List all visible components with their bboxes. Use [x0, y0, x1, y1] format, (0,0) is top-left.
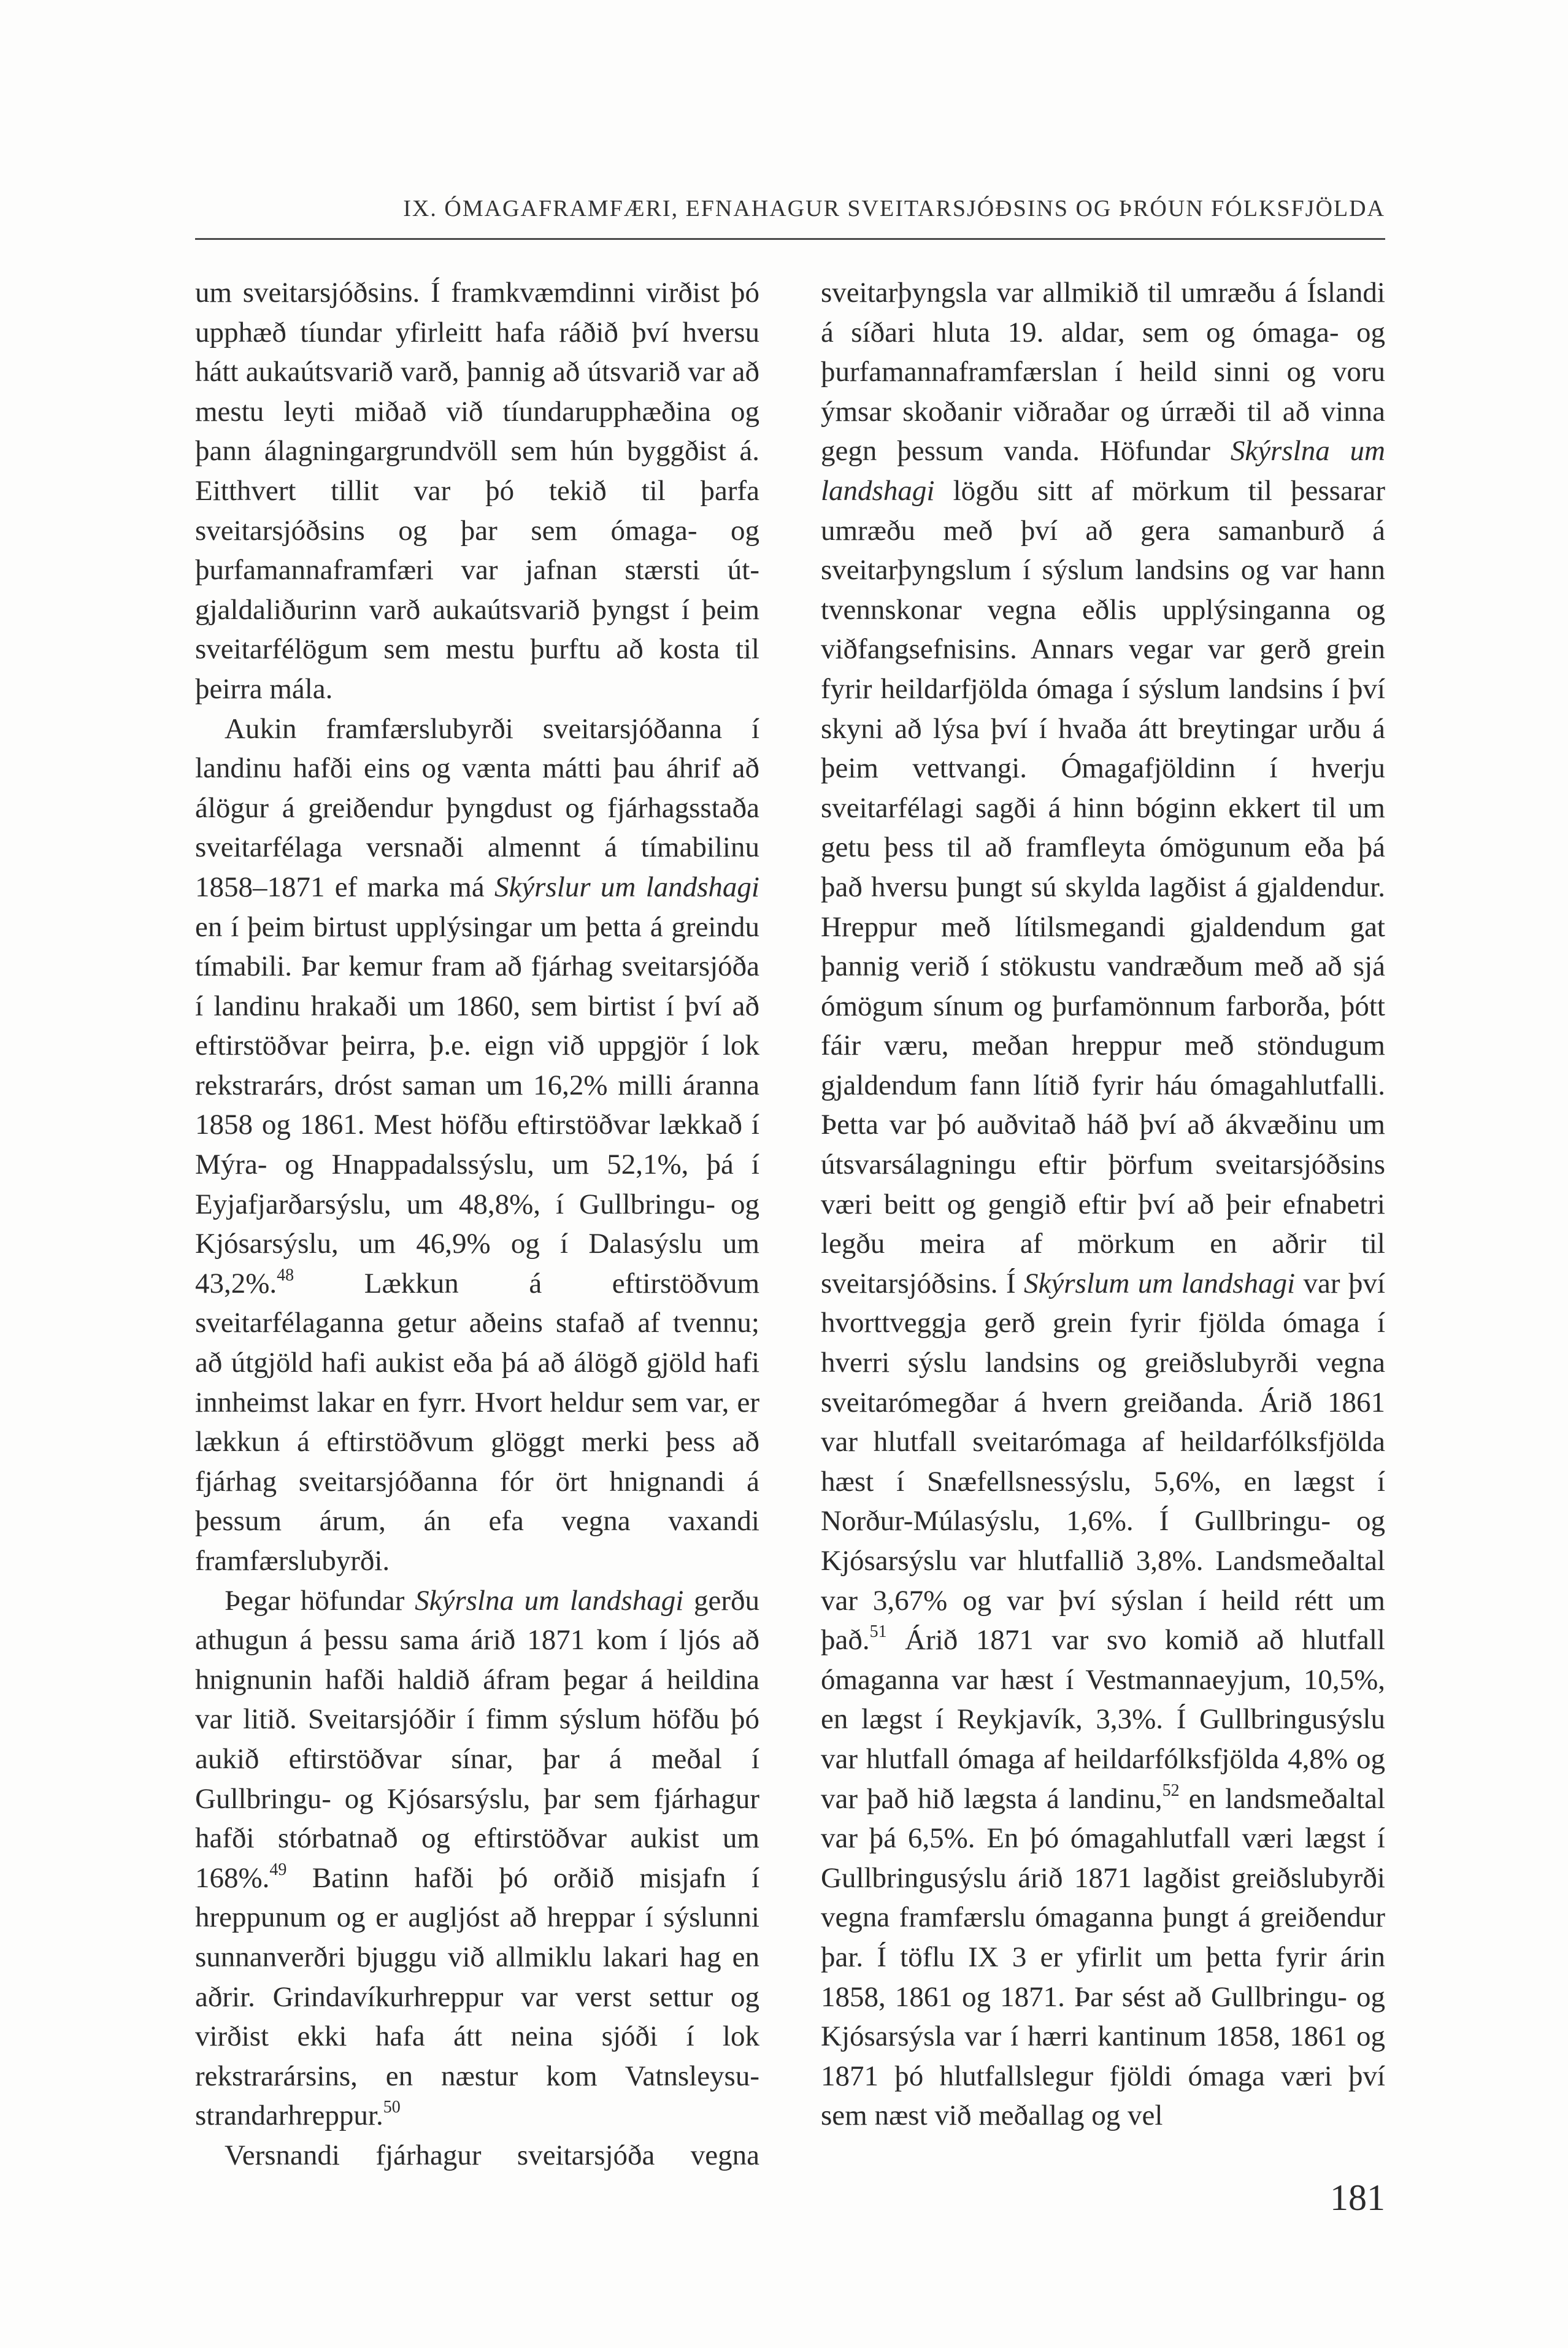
text-run: Versnandi fjárhagur sveitarsjóða vegna [225, 2139, 759, 2171]
text-run: lögðu sitt af mörkum til þessarar umræðu með því að gera samanburð á sveitarþyngslum í sýslum landsins og var hann tvennskonar vegna eðlis upplýsinganna og viðfangsefnisins. Annars vegar var gerð grein fyrir heildarfjölda ómaga í sýslum landsins í því skyni að lýsa því í hvaða átt breytingar urðu á þeim vettvangi. Ómagafjöldinn í hverju sveitarfélagi sagði á hinn bóginn ekkert til um getu þess til að framfleyta ómögunum eða þá það hversu þungt sú skylda lagðist á gjaldendur. Hreppur með lítilsmegandi gjaldendum gat þannig verið í stökustu vandræðum með að sjá ómögum sínum og þurfamönnum farborða, þótt fáir væru, meðan hreppur með stöndugum gjaldendum fann lítið fyrir háu ómagahlutfalli. Þetta var þó auðvitað háð því að ákvæðinu um útsvarsálagningu eftir þörfum sveitarsjóðsins væri beitt og gengið eftir því að þeir efnabetri legðu meira af mörkum en aðrir til sveitarsjóðsins. Í [821, 474, 1385, 1299]
page-number: 181 [1330, 2177, 1385, 2218]
text-run: en í þeim birtust upplýsingar um þetta á greindu tímabili. Þar kemur fram að fjárhag sveitarsjóða í landinu hrakaði um 1860, sem birtist í því að eftirstöðvar þeirra, þ.e. eign við uppgjör í lok rekstrarárs, dróst saman um 16,2% milli áranna 1858 og 1861. Mest höfðu eftirstöðvar lækkað í Mýra- og Hnappadalssýslu, um 52,1%, þá í Eyjafjarðarsýslu, um 48,8%, í Gullbringu- og Kjósarsýslu, um 46,9% og í Dalasýslu um 43,2%. [195, 910, 759, 1299]
right-column [821, 273, 1385, 2136]
paragraph [195, 273, 759, 709]
left-column [195, 273, 759, 2176]
paragraph [821, 273, 1385, 2136]
text-run: um sveitarsjóðsins. Í framkvæmdinni virðist þó upphæð tíundar yfirleitt hafa ráðið því hversu hátt aukaútsvarið varð, þannig að útsvarið var að mestu leyti miðað við tíundarupphæðina og þann álagningargrundvöll sem hún byggðist á. Eitthvert tillit var þó tekið til þarfa sveitarsjóðsins og þar sem ómaga- og þurfamannaframfæri var jafnan stærsti útgjaldaliðurinn varð aukaútsvarið þyngst í þeim sveitarfélögum sem mestu þurftu að kosta til þeirra mála. [195, 277, 759, 705]
text-run: var því hvorttveggja gerð grein fyrir fjölda ómaga í hverri sýslu landsins og greiðslubyrði vegna sveitarómegðar á hvern greiðanda. Árið 1861 var hlutfall sveitarómaga af heildarfólksfjölda hæst í Snæfellsnessýslu, 5,6%, en lægst í Norður-Múlasýslu, 1,6%. Í Gullbringu- og Kjósarsýslu var hlutfallið 3,8%. Landsmeðaltal var 3,67% og var því sýslan í heild rétt um það. [821, 1267, 1386, 1657]
footnote-ref: 50 [383, 2098, 401, 2117]
running-head: IX. ÓMAGAFRAMFÆRI, EFNAHAGUR SVEITARSJÓÐSINS OG ÞRÓUN FÓLKSFJÖLDA [403, 196, 1385, 221]
footnote-ref: 52 [1162, 1780, 1180, 1800]
footnote-ref: 49 [269, 1860, 287, 1879]
publication-title: Skýrslur um landshagi [494, 871, 759, 903]
paragraph [195, 2136, 759, 2176]
publication-title: Skýrslum um landshagi [1024, 1267, 1296, 1299]
text-run: Þegar höfundar [225, 1584, 415, 1617]
text-run: gerðu athugun á þessu sama árið 1871 kom í ljós að hnignunin hafði haldið áfram þegar á heildina var litið. Sveitarsjóðir í fimm sýslum höfðu þó aukið eftirstöðvar sínar, þar á meðal í Gullbringu- og Kjósarsýslu, þar sem fjárhagur hafði stórbatnað og eftirstöðvar aukist um 168%. [195, 1584, 759, 1894]
text-run: Aukin framfærslubyrði sveitarsjóðanna í landinu hafði eins og vænta mátti þau áhrif að álögur á greiðendur þyngdust og fjárhagsstaða sveitarfélaga versnaði almennt á tímabilinu 1858–1871 ef marka má [195, 712, 759, 903]
text-run: sveitarþyngsla var allmikið til umræðu á Íslandi á síðari hluta 19. aldar, sem og ómaga- og þurfamannaframfærslan í heild sinni og voru ýmsar skoðanir viðraðar og úrræði til að vinna gegn þessum vanda. Höfundar [821, 277, 1385, 468]
footnote-ref: 48 [277, 1265, 294, 1285]
publication-title: Skýrslna um landshagi [821, 435, 1385, 507]
text-run: Árið 1871 var svo komið að hlutfall ómaganna var hæst í Vestmannaeyjum, 10,5%, en lægst í Reykjavík, 3,3%. Í Gullbringusýslu var hlutfall ómaga af heildarfólksfjölda 4,8% og var það hið lægsta á landinu, [821, 1624, 1385, 1815]
footnote-ref: 51 [869, 1622, 887, 1642]
publication-title: Skýrslna um landshagi [415, 1584, 684, 1617]
paragraph [195, 1581, 759, 2136]
paragraph [195, 709, 759, 1581]
text-run: Lækkun á eftirstöðvum sveitarfélaganna getur aðeins stafað af tvennu; að útgjöld hafi aukist eða þá að álögð gjöld hafi innheimst lakar en fyrr. Hvort heldur sem var, er lækkun á eftirstöðvum glöggt merki þess að fjárhag sveitarsjóðanna fór ört hnignandi á þessum árum, án efa vegna vaxandi framfærslubyrði. [195, 1267, 759, 1577]
text-run: en landsmeðaltal var þá 6,5%. En þó ómagahlutfall væri lægst í Gullbringusýslu árið 1871 lagðist greiðslubyrði vegna framfærslu ómaganna þungt á greiðendur þar. Í töflu IX 3 er yfirlit um þetta fyrir árin 1858, 1861 og 1871. Þar sést að Gullbringu- og Kjósarsýsla var í hærri kantinum 1858, 1861 og 1871 þó hlutfallslegur fjöldi ómaga væri því sem næst við meðallag og vel [821, 1782, 1386, 2132]
text-run: Batinn hafði þó orðið misjafn í hreppunum og er augljóst að hreppar í sýslunni sunnanverðri bjuggu við allmiklu lakari hag en aðrir. Grindavíkurhreppur var verst settur og virðist ekki hafa átt neina sjóði í lok rekstrarársins, en næstur kom Vatnsleysustrandarhreppur. [195, 1861, 759, 2132]
header-rule [195, 238, 1385, 240]
